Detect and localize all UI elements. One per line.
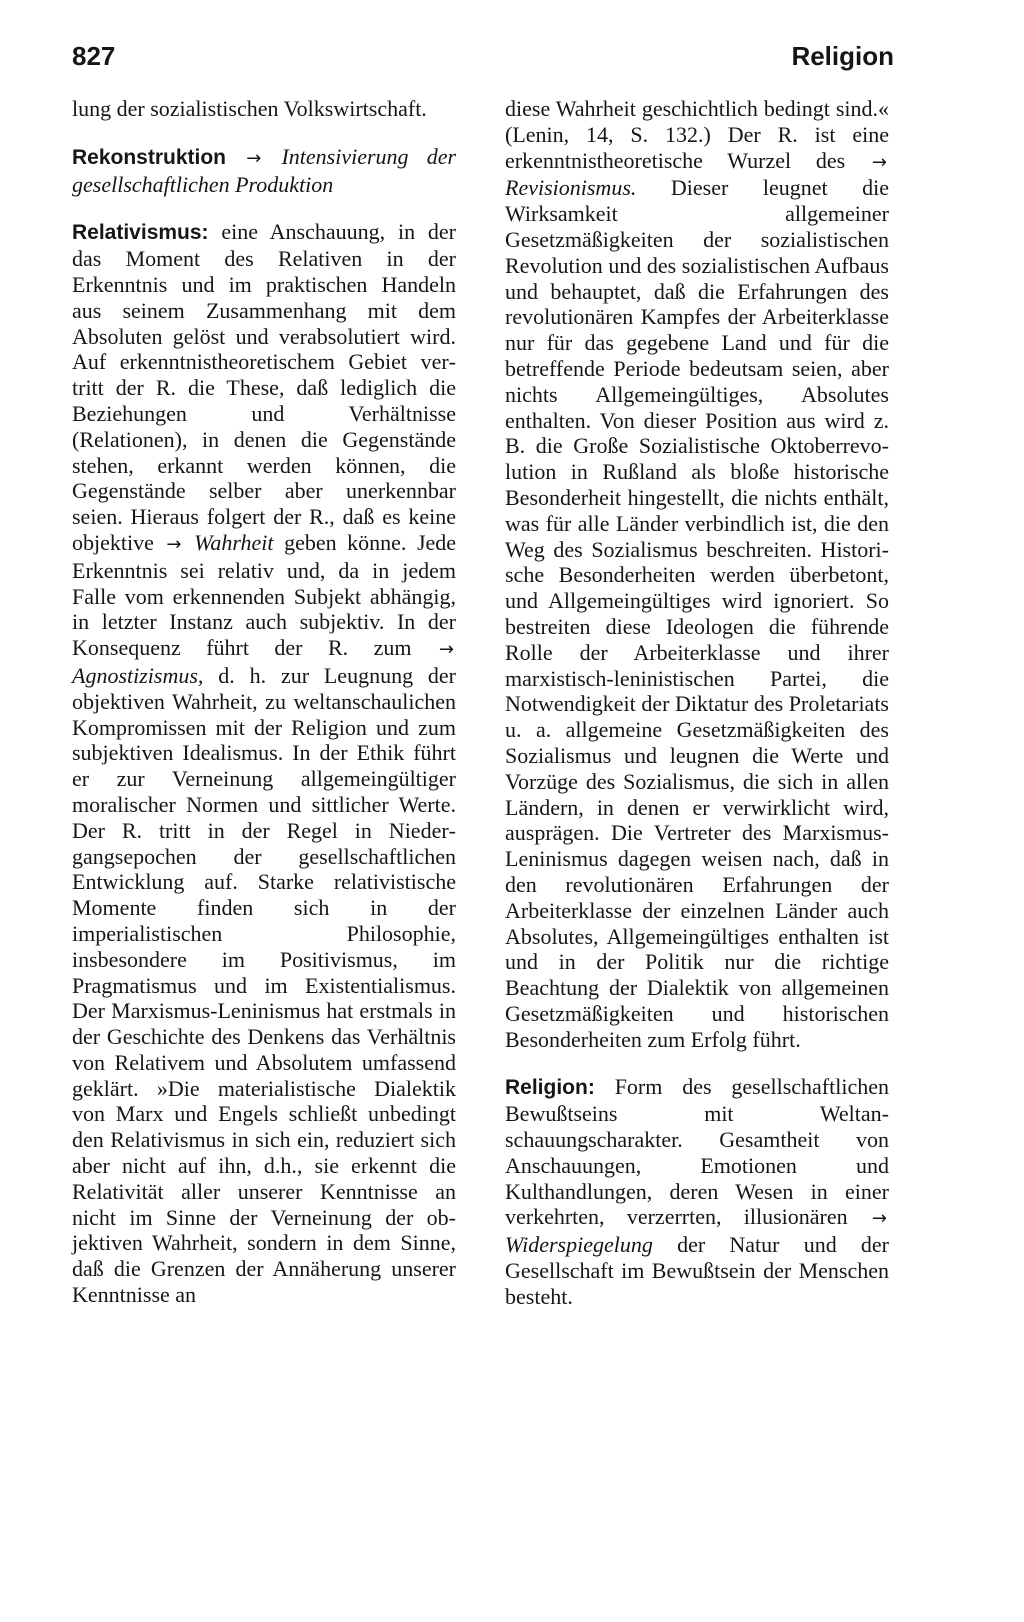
headword-rekonstruktion: Rekonstruktion <box>72 145 227 169</box>
arrow-icon: → <box>871 1208 888 1230</box>
cross-reference-link[interactable]: Agnostizismus, <box>72 662 204 688</box>
cross-reference-link[interactable]: Wahrheit <box>194 529 274 555</box>
arrow-icon: → <box>871 151 887 173</box>
page-number: 827 <box>72 40 116 71</box>
running-title: Religion <box>791 40 894 71</box>
entry-text: der Natur und der Gesellschaft im Bewußtsein der Menschen besteht. <box>505 1232 889 1309</box>
entry-text: eine Anschauung, in der das Moment des Relativen in der Erkenntnis und im praktischen Handeln aus seinem Zusammenhang mit dem Absoluten gelöst und verabsolutiert wird. Auf erkenntnistheoretischem Gebiet vertritt der R. die These, daß lediglich die Beziehungen und Verhältnisse (Relationen), in denen die Gegenstände stehen, erkannt werden können, die Gegenstände selber aber unerkennbar seien. Hieraus folgert der R., daß es keine objektive <box>72 219 457 555</box>
arrow-icon: → <box>166 533 182 555</box>
entry-relativismus-continued <box>505 96 889 1052</box>
left-column <box>72 96 456 1308</box>
entry-religion <box>505 1074 889 1309</box>
arrow-icon: → <box>438 639 454 661</box>
cross-reference-link[interactable]: Revisionismus. <box>505 175 637 201</box>
entry-text: Form des gesellschaftlichen Bewußtseins mit Weltanschauungscharakter. Gesamtheit von Anschauungen, Emotionen und Kulthandlungen, deren Wesen in einer verkehrten, verzerrten, illusionären <box>505 1074 889 1230</box>
entry-text: geben könne. Jede Erkenntnis sei relativ und, da in jedem Falle vom erkennenden Subjekt abhängig, in letzter Instanz auch subjektiv. In der Konsequenz führt der R. zum <box>72 529 457 661</box>
entry-text: d. h. zur Leugnung der objektiven Wahrheit, zu weltanschaulichen Kompromissen mit der Religion und zum subjektiven Idealismus. In der Ethik führt er zur Verneinung allgemeingültiger moralischer Normen und sittlicher Werte. Der R. tritt in der Regel in Niedergangsepochen der gesellschaftlichen Entwicklung auf. Starke relativistische Momente finden sich in der imperialistischen Philosophie, insbesondere im Positivismus, im Pragmatismus und im Existentialismus. Der Marxismus-Leninismus hat erstmals in der Geschichte des Denkens das Verhältnis von Relativem und Absolutem umfassend geklärt. »Die materialistische Dialektik von Marx und Engels schließt unbedingt den Relativismus in sich ein, reduziert sich aber nicht auf ihn, d.h., sie erkennt die Relativität aller unserer Kenntnisse an nicht im Sinne der Verneinung der objektiven Wahrheit, sondern in dem Sinne, daß die Grenzen der Annäherung unserer Kenntnisse an <box>72 662 457 1308</box>
cross-reference-link[interactable]: Widerspiegelung <box>505 1232 653 1258</box>
entry-rekonstruktion <box>72 144 456 198</box>
entry-text: diese Wahrheit geschichtlich bedingt sind.« (Lenin, 14, S. 132.) Der R. ist eine erkenntnistheoretische Wurzel des <box>505 96 889 173</box>
cross-reference-link[interactable]: Intensivierung der gesellschaftlichen Produktion <box>72 143 457 197</box>
headword-relativismus: Relativismus: <box>72 221 209 245</box>
entry-relativismus <box>72 219 456 1307</box>
arrow-icon: → <box>246 147 262 169</box>
continuation-text: lung der sozialistischen Volkswirtschaft. <box>72 96 427 121</box>
entry-text: Dieser leugnet die Wirksamkeit allgemeiner Gesetzmäßigkeiten der sozialistischen Revolution und des sozialistischen Aufbaus und behauptet, daß die Erfahrungen des revolutionären Kampfes der Arbeiterklasse nur für das gegebene Land und für die betreffende Periode bedeutsam seien, aber nichts Allgemeingültiges, Absolutes enthalten. Von dieser Position aus wird z. B. die Große Sozialistische Oktoberrevolution in Rußland als bloße historische Besonderheit hingestellt, die nichts enthält, was für alle Länder verbindlich ist, die den Weg des Sozialismus beschreiten. Historische Besonderheiten werden überbetont, und Allgemeingültiges wird ignoriert. So bestreiten diese Ideologen die führende Rolle der Arbeiterklasse und ihrer marxistisch-leninistischen Partei, die Notwendigkeit der Diktatur des Proletariats u. a. allgemeine Gesetzmäßigkeiten des Sozialismus und leugnen die Werte und Vorzüge des Sozialismus, die sich in allen Ländern, in denen er verwirklicht wird, ausprägen. Die Vertreter des Marxismus-Leninismus dagegen weisen nach, daß in den revolutionären Erfahrungen der Arbeiterklasse der einzelnen Länder auch Absolutes, Allgemeingültiges enthalten ist und in der Politik nur die richtige Beachtung der Dialektik von allgemeinen Gesetzmäßigkeiten und historischen Besonderheiten zum Erfolg führt. <box>505 175 889 1052</box>
headword-religion: Religion: <box>505 1076 595 1100</box>
right-column <box>505 96 889 1310</box>
page-header <box>72 38 894 74</box>
